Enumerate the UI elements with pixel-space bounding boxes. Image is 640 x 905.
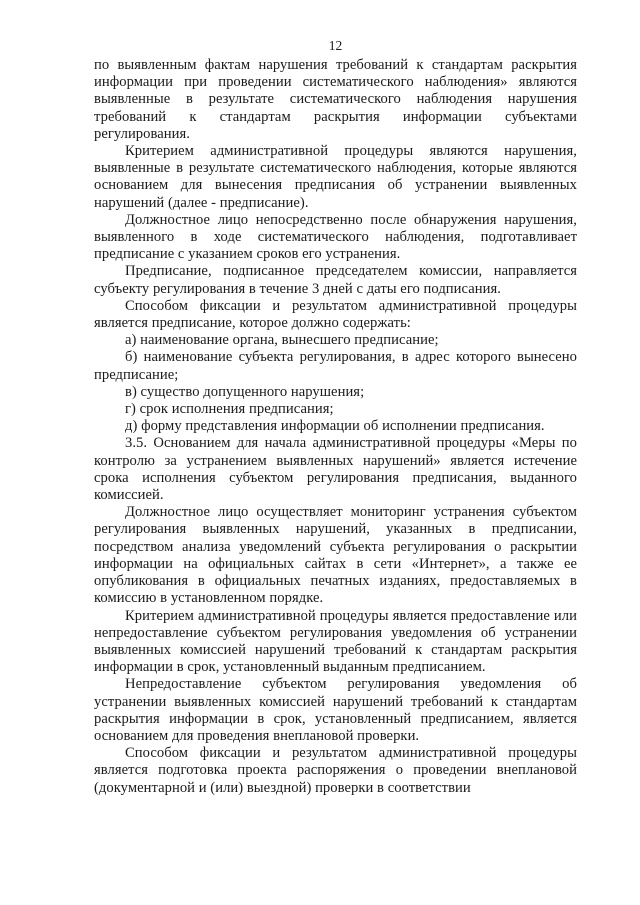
paragraph: по выявленным фактам нарушения требований к стандартам раскрытия информации при проведении систематического наблюдения» являются выявленные в результате систематического наблюдения нарушения требований к стандартам раскрытия информации субъектами регулирования.: [94, 57, 577, 142]
paragraph: Способом фиксации и результатом административной процедуры является подготовка проекта распоряжения о проведении внеплановой (документарной и (или) выездной) проверки в соответствии: [94, 745, 577, 796]
paragraph: Критерием административной процедуры является предоставление или непредоставление субъектом регулирования уведомления об устранении выявленных комиссией нарушений требований к стандартам раскрытия информации в срок, установленный выданным предписанием.: [94, 607, 577, 676]
paragraph: Должностное лицо непосредственно после обнаружения нарушения, выявленного в ходе систематического наблюдения, подготавливает предписание с указанием сроков его устранения.: [94, 211, 577, 263]
paragraph: г) срок исполнения предписания;: [125, 401, 334, 418]
document-body: [94, 57, 577, 797]
paragraph: а) наименование органа, вынесшего предписание;: [125, 332, 439, 349]
paragraph: д) форму представления информации об исполнении предписания.: [125, 418, 545, 435]
paragraph: Непредоставление субъектом регулирования уведомления об устранении выявленных комиссией нарушений требований к стандартам раскрытия информации в срок, установленный предписанием, является основанием для проведения внеплановой проверки.: [94, 676, 577, 744]
paragraph: Должностное лицо осуществляет мониторинг устранения субъектом регулирования выявленных нарушений, указанных в предписании, посредством анализа уведомлений субъекта регулирования о раскрытии информации на официальных сайтах в сети «Интернет», а также ее опубликования в официальных печатных изданиях, предоставляемых в комиссию в установленном порядке.: [94, 504, 577, 607]
paragraph: в) существо допущенного нарушения;: [125, 383, 365, 400]
paragraph: 3.5. Основанием для начала административной процедуры «Меры по контролю за устранением выявленных нарушений» является истечение срока исполнения субъектом регулирования предписания, выданного комиссией.: [94, 435, 577, 504]
paragraph: Предписание, подписанное председателем комиссии, направляется субъекту регулирования в течение 3 дней с даты его подписания.: [94, 263, 577, 297]
paragraph: Способом фиксации и результатом административной процедуры является предписание, которое должно содержать:: [94, 297, 577, 332]
paragraph: Критерием административной процедуры являются нарушения, выявленные в результате систематического наблюдения, которые являются основанием для вынесения предписания об устранении выявленных нарушений (далее - предписание).: [94, 143, 577, 211]
page-number: 12: [328, 38, 343, 53]
paragraph: б) наименование субъекта регулирования, в адрес которого вынесено предписание;: [94, 349, 577, 383]
